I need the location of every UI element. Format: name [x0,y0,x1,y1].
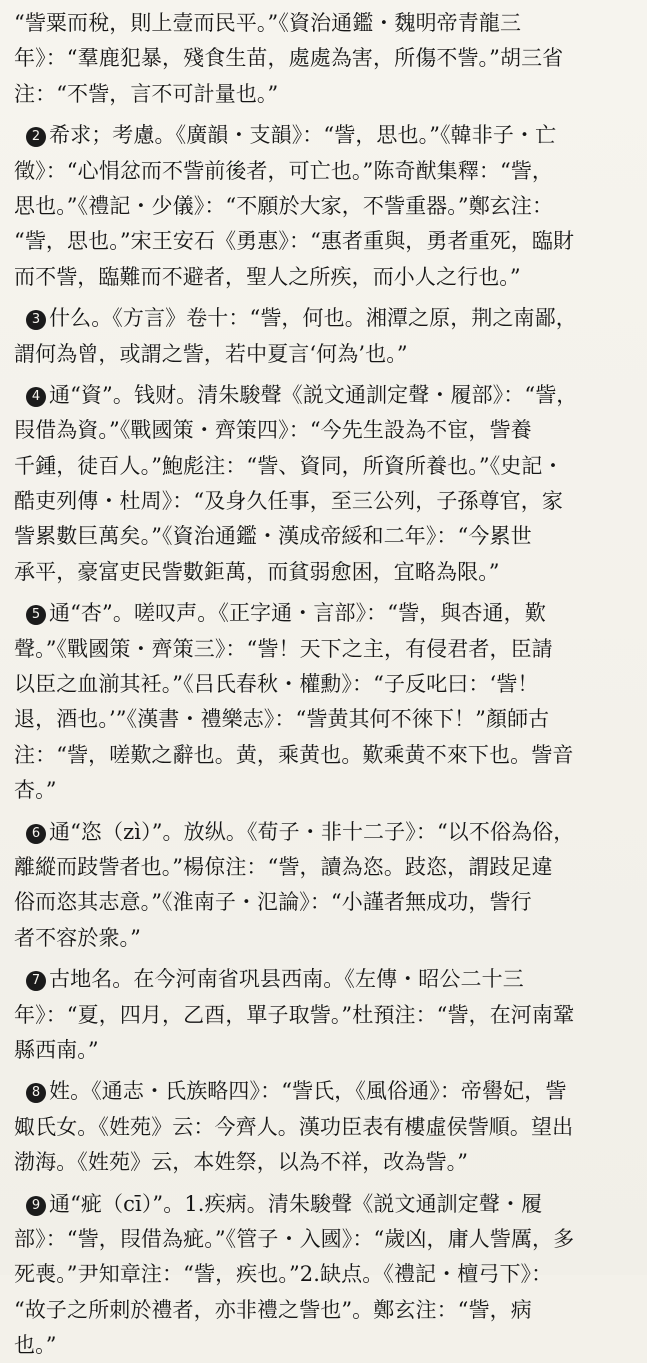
text-line: 而不訾，臨難而不避者，聖人之所疾，而小人之行也。” [14,260,637,295]
text-line: 通“資”。钱财。清朱駿聲《説文通訓定聲・履部》：“訾， [49,383,577,407]
text-line: 古地名。在今河南省巩县西南。《左傳・昭公二十三 [49,967,524,991]
text-line: 思也。”《禮記・少儀》：“不願於大家，不訾重器。”鄭玄注： [14,189,637,224]
text-line: 通“疵（cī）”。1.疾病。清朱駿聲《説文通訓定聲・履 [49,1192,542,1216]
sense-4 [14,378,637,590]
text-line: “訾粟而稅，則上壹而民平。”《資治通鑑・魏明帝青龍三 [14,6,637,41]
sense-8 [14,1074,637,1180]
text-line: 死喪。”尹知章注：“訾，疾也。”2.缺点。《禮記・檀弓下》： [14,1257,637,1292]
text-line: 離縱而跂訾者也。”楊倞注：“訾，讀為恣。跂恣，謂跂足違 [14,850,637,885]
text-line: 以臣之血湔其衽。”《吕氏春秋・權勳》：“子反叱曰：‘訾！ [14,667,637,702]
text-line: 杏。” [14,773,637,808]
text-line: 叚借為資。”《戰國策・齊策四》：“今先生設為不宦，訾養 [14,413,637,448]
text-line: 部》：“訾，叚借為疵。”《管子・入國》：“歲凶，庸人訾厲，多 [14,1222,637,1257]
text-line: 通“恣（zì）”。放纵。《荀子・非十二子》：“以不俗為俗， [49,820,574,844]
sense-7 [14,962,637,1068]
sense-number-badge: 8 [26,1083,46,1103]
sense-6 [14,815,637,957]
text-line: 酷吏列傳・杜周》：“及身久任事，至三公列，子孫尊官，家 [14,484,637,519]
text-line: 者不容於衆。” [14,921,637,956]
sense-number-badge: 3 [26,310,46,330]
text-line: 姓。《通志・氏族略四》：“訾氏，《風俗通》：帝嚳妃，訾 [49,1079,566,1103]
text-line: 俗而恣其志意。”《淮南子・氾論》：“小謹者無成功，訾行 [14,885,637,920]
text-line: 渤海。《姓苑》云，本姓祭，以為不祥，改為訾。” [14,1145,637,1180]
entry-continuation [14,6,637,112]
text-line: 縣西南。” [14,1033,637,1068]
sense-number-badge: 9 [26,1196,46,1216]
sense-number-badge: 5 [26,605,46,625]
sense-2 [14,118,637,295]
text-line: 千鍾，徒百人。”鮑彪注：“訾、資同，所資所養也。”《史記・ [14,449,637,484]
text-line: 年》：“夏，四月，乙酉，單子取訾。”杜預注：“訾，在河南鞏 [14,998,637,1033]
sense-3 [14,301,637,372]
text-line: 徵》：“心悁忿而不訾前後者，可亡也。”陈奇猷集釋：“訾， [14,154,637,189]
text-line: 注：“訾，嗟歎之辭也。黄，乘黄也。歎乘黄不來下也。訾音 [14,738,637,773]
sense-number-badge: 2 [26,127,46,147]
text-line: 訾累數巨萬矣。”《資治通鑑・漢成帝綏和二年》：“今累世 [14,519,637,554]
text-line: 承平，豪富吏民訾數鉅萬，而貧弱愈困，宜略為限。” [14,555,637,590]
text-line: 年》：“羣鹿犯暴，殘食生苗，處處為害，所傷不訾。”胡三省 [14,41,637,76]
text-line: 也。” [14,1328,637,1363]
text-line: 通“杏”。嗟叹声。《正字通・言部》：“訾，與杏通，歎 [49,601,546,625]
sense-number-badge: 4 [26,387,46,407]
text-line: 什么。《方言》卷十：“訾，何也。湘潭之原，荆之南鄙， [49,306,577,330]
sense-5 [14,596,637,808]
text-line: 娵氏女。《姓苑》云：今齊人。漢功臣表有樓虛侯訾順。望出 [14,1110,637,1145]
text-line: 謂何為曾，或謂之訾，若中夏言‘何為’也。” [14,337,637,372]
text-line: “故子之所刺於禮者，亦非禮之訾也”。鄭玄注：“訾，病 [14,1293,637,1328]
text-line: 注：“不訾，言不可計量也。” [14,77,637,112]
text-line: 退，酒也。’”《漢書・禮樂志》：“訾黄其何不徠下！”顏師古 [14,702,637,737]
sense-number-badge: 6 [26,824,46,844]
text-line: 希求；考慮。《廣韻・支韻》：“訾，思也。”《韓非子・亡 [49,123,556,147]
text-line: “訾，思也。”宋王安石《勇惠》：“惠者重與，勇者重死，臨財 [14,224,637,259]
text-line: 聲。”《戰國策・齊策三》：“訾！天下之主，有侵君者，臣請 [14,632,637,667]
sense-number-badge: 7 [26,971,46,991]
